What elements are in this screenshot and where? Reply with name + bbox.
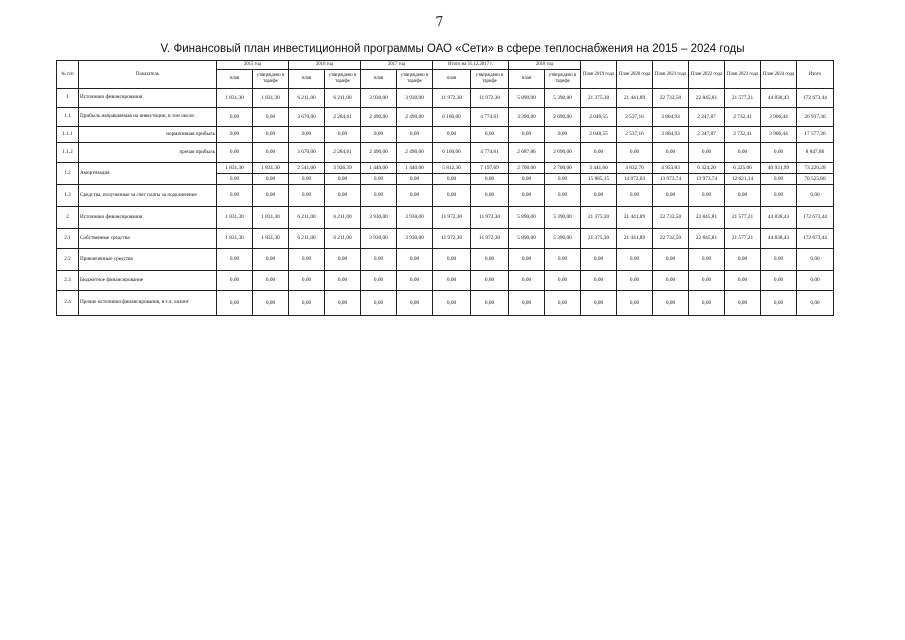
table-cell: 0,00	[761, 143, 797, 163]
table-cell: 0,00	[433, 127, 471, 143]
table-cell: 11 972,30	[471, 207, 509, 229]
table-cell: 0,00	[433, 291, 471, 316]
table-cell: 0,00	[581, 249, 617, 271]
header-sub-plan: план	[217, 70, 253, 89]
table-cell: 0,00	[545, 291, 581, 316]
table-cell: 0,00	[289, 185, 325, 207]
table-cell: 6 160,00	[433, 108, 471, 127]
table-cell: 0,00	[471, 127, 509, 143]
table-cell: 0,00	[433, 174, 471, 185]
table-cell: 6 211,00	[289, 207, 325, 229]
table-cell: 21 577,21	[725, 229, 761, 249]
table-cell: 0,00	[761, 249, 797, 271]
table-cell: 11 972,30	[433, 207, 471, 229]
table-cell: 5 812,30	[433, 163, 471, 174]
row-name: Амортизация	[79, 163, 217, 185]
table-cell: 0,00	[217, 143, 253, 163]
table-row	[57, 163, 834, 174]
table-cell: 0,00	[653, 249, 689, 271]
table-cell: 0,00	[545, 249, 581, 271]
table-row	[57, 108, 834, 127]
header-group: 2016 год	[289, 61, 361, 70]
table-cell: 12 621,14	[725, 174, 761, 185]
table-cell: 0,00	[397, 127, 433, 143]
table-cell: 0,00	[471, 291, 509, 316]
table-cell: 2 490,00	[361, 108, 397, 127]
table-cell: 11 972,30	[433, 229, 471, 249]
table-cell: 0,00	[325, 291, 361, 316]
table-cell: 0,00	[545, 174, 581, 185]
table-cell: 2 690,00	[545, 108, 581, 127]
table-cell: 0,00	[509, 271, 545, 291]
table-cell: 3 930,00	[397, 229, 433, 249]
table-cell: 22 845,81	[689, 229, 725, 249]
table-cell: 2 537,16	[617, 108, 653, 127]
table-cell: 0,00	[653, 143, 689, 163]
table-cell: 3 930,00	[361, 229, 397, 249]
table-cell: 172 673,44	[797, 207, 834, 229]
table-cell: 0,00	[217, 108, 253, 127]
table-cell: 0,00	[617, 249, 653, 271]
header-plan-year: План 2019 года	[581, 61, 617, 89]
table-cell: 0,00	[253, 271, 289, 291]
table-cell: 3 926,39	[325, 163, 361, 174]
table-cell: 6 225,66	[725, 163, 761, 174]
table-cell: 0,00	[217, 249, 253, 271]
table-cell: 1 831,30	[217, 163, 253, 174]
table-cell: 5 390,00	[545, 207, 581, 229]
table-cell: 0,00	[433, 249, 471, 271]
table-cell: 2 687,86	[509, 143, 545, 163]
table-cell: 0,00	[397, 174, 433, 185]
table-cell: 0,00	[289, 291, 325, 316]
table-cell: 0,00	[217, 174, 253, 185]
table-cell: 2 048,55	[581, 127, 617, 143]
table-cell: 0,00	[509, 127, 545, 143]
table-cell: 0,00	[253, 249, 289, 271]
table-cell: 11 972,30	[471, 229, 509, 249]
table-cell: 2 700,00	[545, 163, 581, 174]
table-cell: 0,00	[253, 127, 289, 143]
table-row	[57, 291, 834, 316]
table-cell: 21 577,21	[725, 207, 761, 229]
header-plan-year: План 2021 года	[653, 61, 689, 89]
table-cell: 0,00	[617, 291, 653, 316]
table-cell: 11 972,30	[433, 89, 471, 108]
table-cell: 5 890,00	[509, 89, 545, 108]
table-cell: 73 220,28	[797, 163, 834, 174]
table-cell: 0,00	[361, 271, 397, 291]
table-cell: 17 577,36	[797, 127, 834, 143]
table-cell: 6 211,00	[325, 229, 361, 249]
row-index: 2.1	[57, 229, 79, 249]
page-title: V. Финансовый план инвестиционной программы ОАО «Сети» в сфере теплоснабжения на 2015 – 2024 годы	[160, 43, 745, 55]
table-cell: 0,00	[545, 185, 581, 207]
row-name: Прочие источники финансирования, в т.ч. лизинг	[79, 291, 217, 316]
row-index: 2.4	[57, 291, 79, 316]
table-cell: 0,00	[617, 185, 653, 207]
table-cell: 0,00	[581, 143, 617, 163]
table-cell: 0,00	[325, 127, 361, 143]
table-cell: 6 211,00	[289, 89, 325, 108]
table-cell: 2 490,00	[397, 143, 433, 163]
row-name: нормативная прибыль	[79, 127, 217, 143]
table-cell: 2 541,00	[289, 163, 325, 174]
table-cell: 1 831,30	[217, 207, 253, 229]
table-cell: 0,00	[653, 291, 689, 316]
header-total: Итого	[797, 61, 834, 89]
table-cell: 172 673,44	[797, 89, 834, 108]
table-cell: 0,00	[617, 271, 653, 291]
table-row	[57, 207, 834, 229]
table-cell: 0,00	[797, 185, 834, 207]
table-cell: 3 670,00	[289, 108, 325, 127]
table-cell: 4 953,83	[653, 163, 689, 174]
header-plan-year: План 2022 года	[689, 61, 725, 89]
table-cell: 0,00	[289, 249, 325, 271]
table-cell: 0,00	[653, 185, 689, 207]
table-cell: 0,00	[761, 174, 797, 185]
page-number: 7	[435, 13, 445, 31]
table-cell: 0,00	[725, 291, 761, 316]
table-cell: 3 930,00	[397, 89, 433, 108]
table-cell: 22 845,81	[689, 89, 725, 108]
table-cell: 44 838,43	[761, 89, 797, 108]
table-cell: 5 890,00	[509, 207, 545, 229]
table-cell: 0,00	[725, 271, 761, 291]
table-cell: 2 284,61	[325, 108, 361, 127]
table-cell: 0,00	[689, 249, 725, 271]
header-group: Итого на 31.12.2017 г.	[433, 61, 509, 70]
table-cell: 0,00	[471, 271, 509, 291]
table-row	[57, 229, 834, 249]
table-cell: 70 525,80	[797, 174, 834, 185]
table-cell: 0,00	[253, 108, 289, 127]
header-group: 2015 год	[217, 61, 289, 70]
table-cell: 0,00	[761, 185, 797, 207]
table-cell: 0,00	[725, 143, 761, 163]
table-row	[57, 127, 834, 143]
table-cell: 0,00	[361, 185, 397, 207]
table-cell: 0,00	[509, 249, 545, 271]
row-index: 1.2	[57, 163, 79, 185]
header-group: 2018 год	[509, 61, 581, 70]
header-sub-approved: утверждено в тарифе	[325, 70, 361, 89]
header-sub-approved: утверждено в тарифе	[545, 70, 581, 89]
row-index: 1.3	[57, 185, 79, 207]
table-cell: 2 490,00	[361, 143, 397, 163]
table-cell: 40 931,99	[761, 163, 797, 174]
table-cell: 2 537,16	[617, 127, 653, 143]
table-cell: 1 831,30	[217, 89, 253, 108]
table-cell: 0,00	[217, 127, 253, 143]
row-name: Привлеченные средства	[79, 249, 217, 271]
table-cell: 22 732,50	[653, 207, 689, 229]
table-cell: 0,00	[217, 291, 253, 316]
table-cell: 4 774,61	[471, 108, 509, 127]
table-cell: 6 211,00	[289, 229, 325, 249]
table-cell: 22 732,50	[653, 229, 689, 249]
table-cell: 5 390,00	[545, 89, 581, 108]
table-cell: 22 845,81	[689, 207, 725, 229]
row-index: 2.2	[57, 249, 79, 271]
table-cell: 172 673,44	[797, 229, 834, 249]
table-cell: 3 804,93	[653, 108, 689, 127]
table-cell: 14 072,03	[617, 174, 653, 185]
table-cell: 1 831,30	[253, 229, 289, 249]
table-cell: 0,00	[725, 249, 761, 271]
table-cell: 3 804,93	[653, 127, 689, 143]
table-cell: 1 831,30	[253, 89, 289, 108]
table-cell: 13 973,74	[689, 174, 725, 185]
header-name: Показатель	[79, 61, 217, 89]
table-cell: 0,00	[725, 185, 761, 207]
table-cell: 0,00	[581, 291, 617, 316]
table-cell: 2 490,00	[397, 108, 433, 127]
table-cell: 3 670,00	[289, 143, 325, 163]
table-cell: 0,00	[545, 127, 581, 143]
header-plan-year: План 2023 года	[725, 61, 761, 89]
table-cell: 21 375,30	[581, 229, 617, 249]
row-name: Источники финансирования	[79, 207, 217, 229]
header-sub-approved: утверждено в тарифе	[397, 70, 433, 89]
table-cell: 0,00	[289, 271, 325, 291]
table-cell: 44 838,43	[761, 229, 797, 249]
table-cell: 0,00	[545, 271, 581, 291]
table-row	[57, 143, 834, 163]
table-cell: 11 972,30	[471, 89, 509, 108]
table-cell: 2 347,87	[689, 108, 725, 127]
table-cell: 0,00	[509, 185, 545, 207]
table-cell: 0,00	[325, 174, 361, 185]
table-header	[57, 61, 834, 89]
table-cell: 2 732,41	[725, 127, 761, 143]
table-cell: 6 211,00	[325, 89, 361, 108]
table-cell: 0,00	[653, 271, 689, 291]
table-cell: 5 390,00	[545, 229, 581, 249]
table-cell: 0,00	[689, 185, 725, 207]
table-cell: 0,00	[471, 185, 509, 207]
table-cell: 0,00	[433, 185, 471, 207]
header-idx: № п/п	[57, 61, 79, 89]
table-cell: 0,00	[761, 271, 797, 291]
table-cell: 15 885,15	[581, 174, 617, 185]
table-cell: 2 690,00	[545, 143, 581, 163]
table-cell: 21 441,89	[617, 89, 653, 108]
table-body	[57, 89, 834, 316]
table-cell: 0,00	[253, 143, 289, 163]
table-cell: 2 347,87	[689, 127, 725, 143]
table-cell: 4 774,61	[471, 143, 509, 163]
financial-plan-table	[56, 60, 834, 316]
table-cell: 3 441,60	[581, 163, 617, 174]
table-cell: 0,00	[761, 291, 797, 316]
table-cell: 0,00	[509, 291, 545, 316]
table-cell: 3 930,00	[361, 207, 397, 229]
table-cell: 0,00	[217, 185, 253, 207]
table-cell: 21 375,30	[581, 89, 617, 108]
table-cell: 0,00	[689, 291, 725, 316]
header-group: 2017 год	[361, 61, 433, 70]
row-name: Собственные средства	[79, 229, 217, 249]
table-cell: 2 284,61	[325, 143, 361, 163]
table-row	[57, 89, 834, 108]
header-sub-plan: план	[509, 70, 545, 89]
row-index: 1.1.1	[57, 127, 79, 143]
table-cell: 6 160,00	[433, 143, 471, 163]
table-cell: 0,00	[581, 271, 617, 291]
table-cell: 0,00	[397, 185, 433, 207]
table-cell: 3 906,44	[761, 127, 797, 143]
table-cell: 0,00	[397, 291, 433, 316]
table-cell: 1 831,30	[253, 163, 289, 174]
row-name: Бюджетное финансирование	[79, 271, 217, 291]
table-cell: 0,00	[397, 271, 433, 291]
table-cell: 5 890,00	[509, 229, 545, 249]
table-cell: 6 211,00	[325, 207, 361, 229]
table-cell: 0,00	[509, 174, 545, 185]
row-name: Средства, полученные за счет платы за подключение	[79, 185, 217, 207]
table-cell: 21 577,21	[725, 89, 761, 108]
table-cell: 1 440,00	[361, 163, 397, 174]
table-cell: 0,00	[797, 271, 834, 291]
row-name: Источники финансирования	[79, 89, 217, 108]
table-cell: 1 831,30	[217, 229, 253, 249]
table-cell: 0,00	[253, 291, 289, 316]
row-index: 2	[57, 207, 79, 229]
table-cell: 0,00	[581, 185, 617, 207]
table-cell: 0,00	[361, 291, 397, 316]
table-cell: 0,00	[325, 249, 361, 271]
table-cell: 0,00	[397, 249, 433, 271]
table-cell: 0,00	[433, 271, 471, 291]
row-name: прочая прибыль	[79, 143, 217, 163]
table-cell: 0,00	[689, 271, 725, 291]
table-cell: 0,00	[471, 249, 509, 271]
table-cell: 0,00	[253, 185, 289, 207]
table-cell: 0,00	[361, 174, 397, 185]
table-cell: 0,00	[797, 291, 834, 316]
table-cell: 3 930,00	[397, 207, 433, 229]
table-cell: 2 732,41	[725, 108, 761, 127]
table-cell: 6 324,20	[689, 163, 725, 174]
header-sub-plan: план	[289, 70, 325, 89]
table-cell: 0,00	[289, 174, 325, 185]
table-cell: 21 441,89	[617, 229, 653, 249]
table-cell: 2 048,55	[581, 108, 617, 127]
table-cell: 0,00	[361, 127, 397, 143]
table-cell: 0,00	[471, 174, 509, 185]
table-cell: 13 973,74	[653, 174, 689, 185]
header-sub-plan: план	[361, 70, 397, 89]
table-cell: 0,00	[289, 127, 325, 143]
table-cell: 7 197,69	[471, 163, 509, 174]
row-index: 1	[57, 89, 79, 108]
row-index: 1.1	[57, 108, 79, 127]
row-index: 2.3	[57, 271, 79, 291]
table-cell: 21 441,89	[617, 207, 653, 229]
header-plan-year: План 2024 года	[761, 61, 797, 89]
table-cell: 0,00	[361, 249, 397, 271]
table-cell: 4 832,70	[617, 163, 653, 174]
table-cell: 26 937,36	[797, 108, 834, 127]
table-cell: 0,00	[325, 271, 361, 291]
table-cell: 21 375,30	[581, 207, 617, 229]
table-cell: 0,00	[617, 143, 653, 163]
row-name: Прибыль направляемая на инвестиции, в том числе:	[79, 108, 217, 127]
table-row	[57, 249, 834, 271]
table-cell: 22 732,50	[653, 89, 689, 108]
table-cell: 1 440,00	[397, 163, 433, 174]
table-cell: 3 390,00	[509, 108, 545, 127]
header-sub-approved: утверждено в тарифе	[471, 70, 509, 89]
table-row	[57, 185, 834, 207]
table-cell: 8 847,86	[797, 143, 834, 163]
table-cell: 1 831,30	[253, 207, 289, 229]
table-cell: 2 700,00	[509, 163, 545, 174]
row-index: 1.1.2	[57, 143, 79, 163]
header-plan-year: План 2020 года	[617, 61, 653, 89]
table-row	[57, 271, 834, 291]
table-cell: 0,00	[797, 249, 834, 271]
table-cell: 3 906,44	[761, 108, 797, 127]
table-cell: 0,00	[689, 143, 725, 163]
table-cell: 0,00	[253, 174, 289, 185]
table-cell: 44 838,43	[761, 207, 797, 229]
table-cell: 0,00	[325, 185, 361, 207]
table-cell: 3 930,00	[361, 89, 397, 108]
header-sub-approved: утверждено в тарифе	[253, 70, 289, 89]
header-sub-plan: план	[433, 70, 471, 89]
table-cell: 0,00	[217, 271, 253, 291]
